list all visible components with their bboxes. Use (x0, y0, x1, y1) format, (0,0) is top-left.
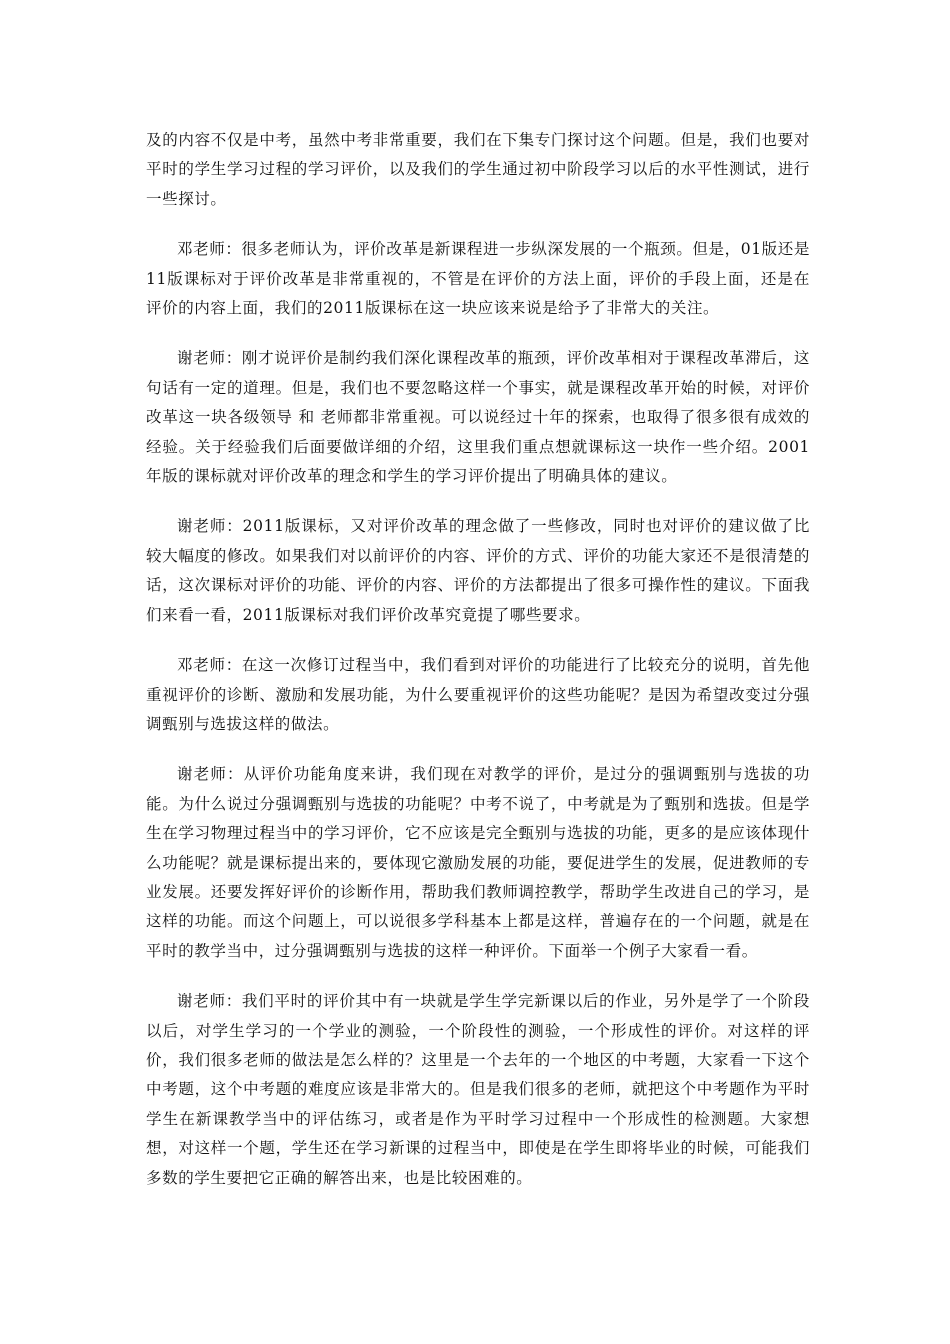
document-body (146, 126, 810, 1214)
paragraph-intro: 及的内容不仅是中考，虽然中考非常重要，我们在下集专门探讨这个问题。但是，我们也要对平时的学生学习过程的学习评价，以及我们的学生通过初中阶段学习以后的水平性测试，进行一些探讨。 (146, 131, 810, 208)
paragraph-xie-3: 谢老师：从评价功能角度来讲，我们现在对教学的评价，是过分的强调甄别与选拔的功能。为什么说过分强调甄别与选拔的功能呢？中考不说了，中考就是为了甄别和选拔。但是学生在学习物理过程当中的学习评价，它不应该是完全甄别与选拔的功能，更多的是应该体现什么功能呢？就是课标提出来的，要体现它激励发展的功能，要促进学生的发展，促进教师的专业发展。还要发挥好评价的诊断作用，帮助我们教师调控教学，帮助学生改进自己的学习，是这样的功能。而这个问题上，可以说很多学科基本上都是这样，普遍存在的一个问题，就是在平时的教学当中，过分强调甄别与选拔的这样一种评价。下面举一个例子大家看一看。 (146, 765, 810, 960)
paragraph-deng-2: 邓老师：在这一次修订过程当中，我们看到对评价的功能进行了比较充分的说明，首先他重视评价的诊断、激励和发展功能，为什么要重视评价的这些功能呢？是因为希望改变过分强调甄别与选拔这样的做法。 (146, 656, 810, 733)
paragraph-xie-4: 谢老师：我们平时的评价其中有一块就是学生学完新课以后的作业，另外是学了一个阶段以后，对学生学习的一个学业的测验，一个阶段性的测验，一个形成性的评价。对这样的评价，我们很多老师的做法是怎么样的？这里是一个去年的一个地区的中考题，大家看一下这个中考题，这个中考题的难度应该是非常大的。但是我们很多的老师，就把这个中考题作为平时学生在新课教学当中的评估练习，或者是作为平时学习过程中一个形成性的检测题。大家想想，对这样一个题，学生还在学习新课的过程当中，即使是在学生即将毕业的时候，可能我们多数的学生要把它正确的解答出来，也是比较困难的。 (146, 992, 810, 1187)
paragraph-xie-1: 谢老师：刚才说评价是制约我们深化课程改革的瓶颈，评价改革相对于课程改革滞后，这句话有一定的道理。但是，我们也不要忽略这样一个事实，就是课程改革开始的时候，对评价改革这一块各级领导 和 老师都非常重视。可以说经过十年的探索，也取得了很多很有成效的经验。关于经验我们后面要做详细的介绍，这里我们重点想就课标这一块作一些介绍。2001年版的课标就对评价改革的理念和学生的学习评价提出了明确具体的建议。 (146, 349, 810, 486)
paragraph-deng-1: 邓老师：很多老师认为，评价改革是新课程进一步纵深发展的一个瓶颈。但是，01版还是11版课标对于评价改革是非常重视的，不管是在评价的方法上面，评价的手段上面，还是在评价的内容上面，我们的2011版课标在这一块应该来说是给予了非常大的关注。 (146, 240, 810, 318)
paragraph-xie-2: 谢老师：2011版课标，又对评价改革的理念做了一些修改，同时也对评价的建议做了比较大幅度的修改。如果我们对以前评价的内容、评价的方式、评价的功能大家还不是很清楚的话，这次课标对评价的功能、评价的内容、评价的方法都提出了很多可操作性的建议。下面我们来看一看，2011版课标对我们评价改革究竟提了哪些要求。 (146, 517, 810, 624)
